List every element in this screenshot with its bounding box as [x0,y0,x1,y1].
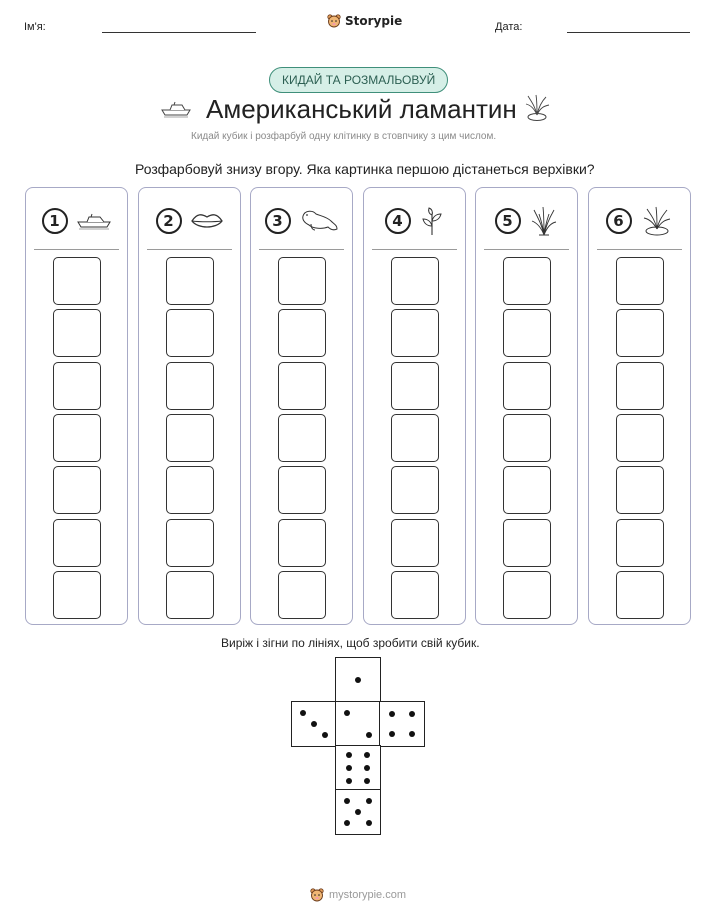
color-cell[interactable] [278,309,326,357]
color-cell[interactable] [278,414,326,462]
color-cell[interactable] [278,466,326,514]
column-divider [259,249,344,250]
column-3 [250,187,353,625]
color-cell[interactable] [166,466,214,514]
brand-logo [327,14,402,28]
color-cell[interactable] [278,571,326,619]
die-pip [355,677,361,683]
column-5 [475,187,578,625]
die-pip [344,710,350,716]
subtitle: Кидай кубик і розфарбуй одну клітинку в стовпчику з цим числом. [191,131,497,142]
die-face-4 [379,701,425,747]
color-cell[interactable] [503,571,551,619]
name-line[interactable] [102,32,256,33]
die-face-6 [335,745,381,791]
color-cell[interactable] [616,571,664,619]
color-cell[interactable] [278,257,326,305]
column-header [589,204,690,238]
color-cell[interactable] [616,257,664,305]
color-cell[interactable] [53,466,101,514]
die-pip [364,765,370,771]
seagrass-icon [529,205,559,237]
die-pip [346,765,352,771]
die-pip [364,778,370,784]
color-cell[interactable] [503,414,551,462]
color-cell[interactable] [616,309,664,357]
color-cell[interactable] [53,257,101,305]
color-cell[interactable] [503,257,551,305]
color-cell[interactable] [166,571,214,619]
color-cell[interactable] [53,519,101,567]
instruction: Розфарбовуй знизу вгору. Яка картинка першою дістанеться верхівки? [135,161,595,177]
footer-url[interactable]: mystorypie.com [329,889,407,901]
cut-instruction: Виріж і зігни по лініях, щоб зробити свій кубик. [221,636,480,650]
die-face-2 [335,701,381,747]
die-pip [346,778,352,784]
column-number: 6 [606,208,632,234]
column-header [26,204,127,238]
column-header [139,204,240,238]
column-divider [597,249,682,250]
color-cell[interactable] [278,362,326,410]
color-cell[interactable] [166,362,214,410]
bear-icon [310,888,324,902]
color-cell[interactable] [391,519,439,567]
color-cell[interactable] [391,309,439,357]
die-pip [344,798,350,804]
lips-icon [190,210,224,232]
die-pip [311,721,317,727]
column-4 [363,187,466,625]
color-cell[interactable] [503,466,551,514]
column-number: 2 [156,208,182,234]
brand-name: Storypie [345,14,403,28]
color-cell[interactable] [503,362,551,410]
date-label: Дата: [495,21,523,33]
column-6 [588,187,691,625]
die-pip [300,710,306,716]
color-cell[interactable] [616,519,664,567]
die-pip [409,711,415,717]
color-cell[interactable] [166,414,214,462]
plant-icon [419,206,445,236]
color-cell[interactable] [53,571,101,619]
footer [310,888,406,902]
date-line[interactable] [567,32,690,33]
color-cell[interactable] [166,257,214,305]
column-number: 4 [385,208,411,234]
column-number: 5 [495,208,521,234]
die-face-5 [335,789,381,835]
die-pip [364,752,370,758]
column-header [364,204,465,238]
column-number: 3 [265,208,291,234]
color-cell[interactable] [53,309,101,357]
die-face-1 [335,657,381,703]
die-pip [389,711,395,717]
column-divider [484,249,569,250]
color-cell[interactable] [53,414,101,462]
die-pip [322,732,328,738]
die-pip [344,820,350,826]
color-cell[interactable] [503,519,551,567]
die-face-3 [291,701,337,747]
activity-badge: КИДАЙ ТА РОЗМАЛЬОВУЙ [269,67,448,93]
column-number: 1 [42,208,68,234]
die-pip [366,798,372,804]
column-divider [372,249,457,250]
color-cell[interactable] [391,414,439,462]
name-label: Ім'я: [24,21,46,33]
color-cell[interactable] [278,519,326,567]
color-cell[interactable] [391,571,439,619]
boat-icon [160,96,192,120]
die-pip [366,820,372,826]
die-pip [355,809,361,815]
seagrass-rock-icon [522,92,552,122]
bear-icon [327,14,341,28]
die-pip [389,731,395,737]
column-divider [34,249,119,250]
color-cell[interactable] [616,414,664,462]
color-cell[interactable] [166,519,214,567]
column-divider [147,249,232,250]
column-header [476,204,577,238]
column-header [251,204,352,238]
column-2 [138,187,241,625]
column-1 [25,187,128,625]
color-cell[interactable] [616,466,664,514]
color-cell[interactable] [391,362,439,410]
seagrass-rock-icon [640,205,674,237]
manatee-icon [299,207,339,235]
color-cell[interactable] [53,362,101,410]
color-cell[interactable] [391,466,439,514]
die-pip [366,732,372,738]
color-cell[interactable] [503,309,551,357]
boat-icon [76,210,112,232]
page-title: Американський ламантин [206,94,517,124]
color-cell[interactable] [616,362,664,410]
die-pip [346,752,352,758]
die-pip [409,731,415,737]
color-cell[interactable] [391,257,439,305]
color-cell[interactable] [166,309,214,357]
